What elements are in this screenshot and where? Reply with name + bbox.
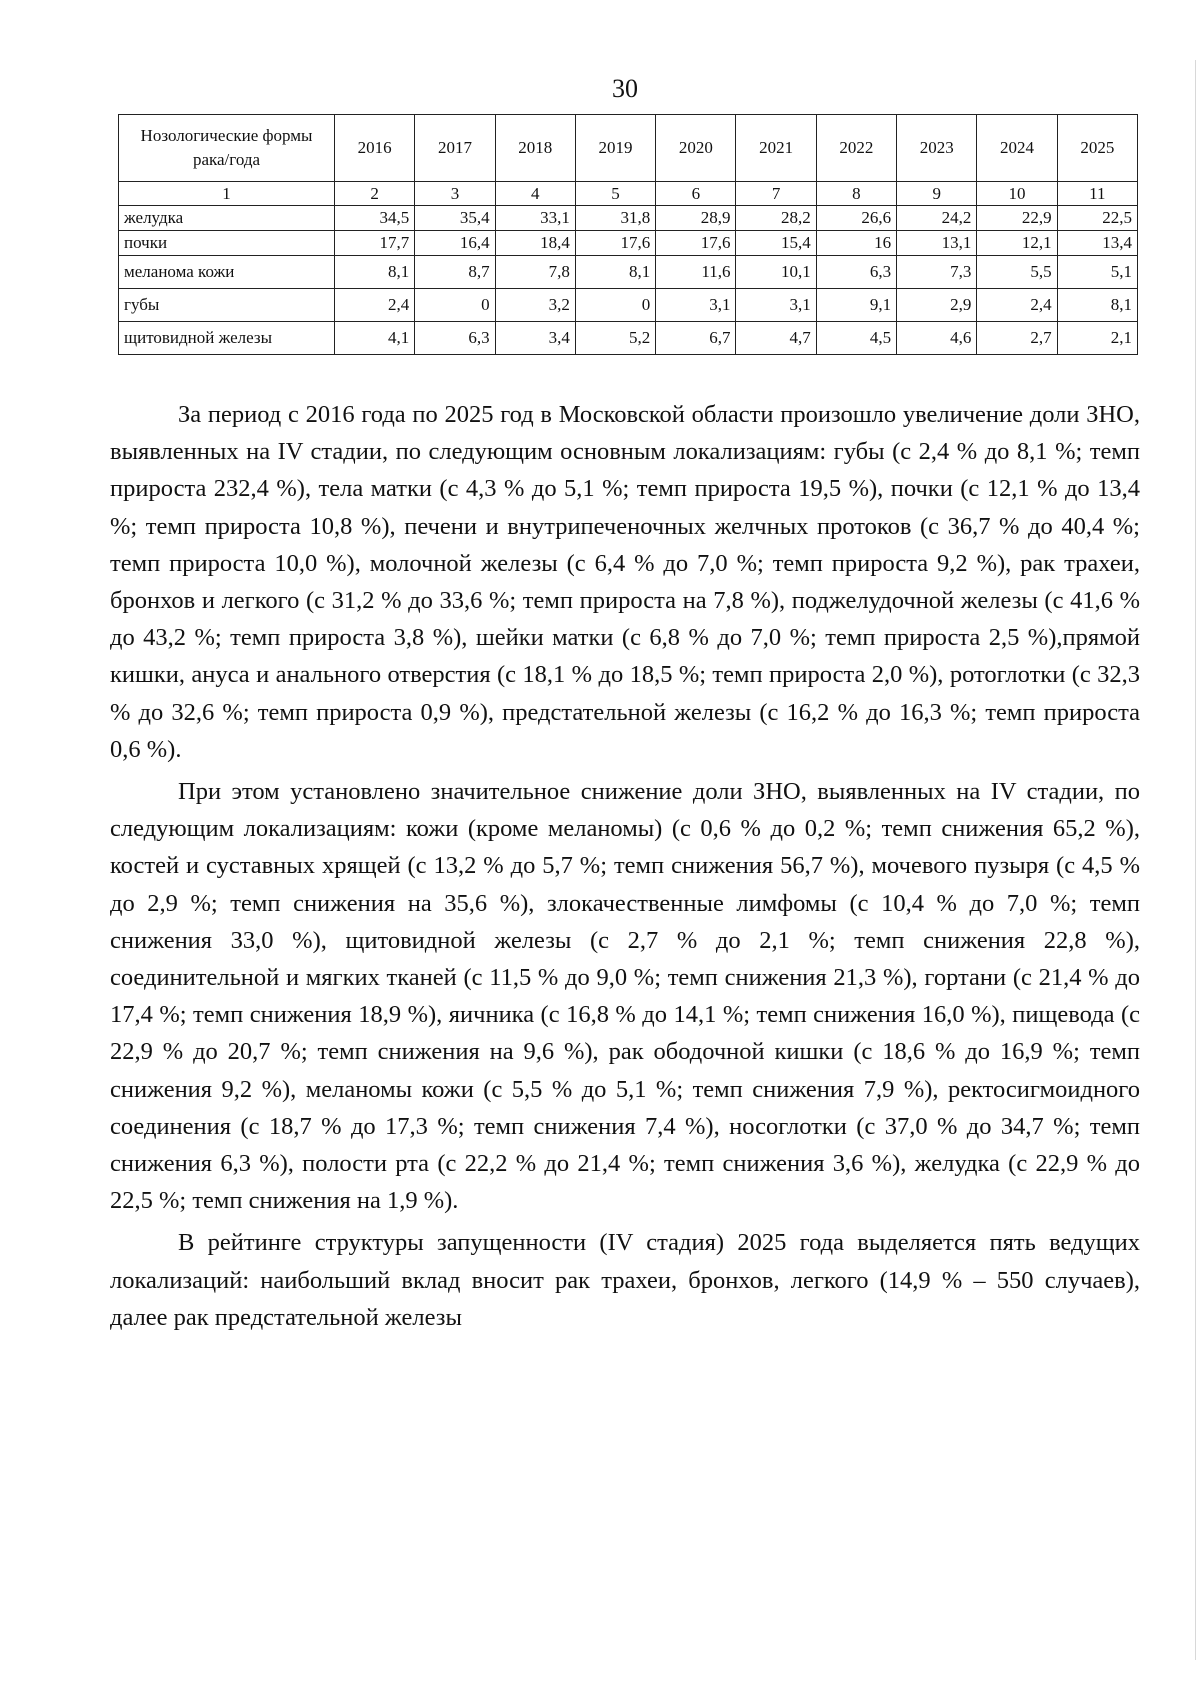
header-cell: 2021 bbox=[736, 115, 816, 182]
table-cell: 6,7 bbox=[656, 322, 736, 355]
header-cell: 2025 bbox=[1057, 115, 1137, 182]
table-cell: 35,4 bbox=[415, 206, 495, 231]
table-cell: 2,1 bbox=[1057, 322, 1137, 355]
table-cell: 5,5 bbox=[977, 256, 1057, 289]
paragraph-ranking: В рейтинге структуры запущенности (IV стадия) 2025 года выделяется пять ведущих локализаций: наибольший вклад вносит рак трахеи, бронхов, легкого (14,9 % – 550 случаев), далее рак предстательной железы bbox=[110, 1229, 1140, 1331]
table-cell: 17,6 bbox=[575, 231, 655, 256]
table-cell: 8,7 bbox=[415, 256, 495, 289]
table-cell: 7,3 bbox=[897, 256, 977, 289]
column-number-cell: 7 bbox=[736, 182, 816, 206]
table-header-row bbox=[119, 115, 1138, 182]
header-cell: 2018 bbox=[495, 115, 575, 182]
table-cell: 3,4 bbox=[495, 322, 575, 355]
table-row bbox=[119, 322, 1138, 355]
header-cell: 2017 bbox=[415, 115, 495, 182]
table-cell: 4,1 bbox=[335, 322, 415, 355]
table-cell: 8,1 bbox=[1057, 289, 1137, 322]
table-cell: 17,6 bbox=[656, 231, 736, 256]
header-cell: 2020 bbox=[656, 115, 736, 182]
table-cell: 26,6 bbox=[816, 206, 896, 231]
table-cell: 4,5 bbox=[816, 322, 896, 355]
table-cell: 31,8 bbox=[575, 206, 655, 231]
page-number: 30 bbox=[612, 74, 638, 103]
table-cell: 13,4 bbox=[1057, 231, 1137, 256]
table-cell: 9,1 bbox=[816, 289, 896, 322]
table-row bbox=[119, 289, 1138, 322]
table-cell: 11,6 bbox=[656, 256, 736, 289]
table-cell: 6,3 bbox=[816, 256, 896, 289]
table-cell: 3,1 bbox=[656, 289, 736, 322]
column-number-cell: 3 bbox=[415, 182, 495, 206]
table-row bbox=[119, 231, 1138, 256]
table-cell: 16 bbox=[816, 231, 896, 256]
table-cell: 22,5 bbox=[1057, 206, 1137, 231]
table-cell: 17,7 bbox=[335, 231, 415, 256]
column-number-cell: 9 bbox=[897, 182, 977, 206]
table-cell: 34,5 bbox=[335, 206, 415, 231]
table-cell: 0 bbox=[575, 289, 655, 322]
table-cell: 33,1 bbox=[495, 206, 575, 231]
row-label: щитовидной железы bbox=[119, 322, 335, 355]
table-cell: 13,1 bbox=[897, 231, 977, 256]
table-cell: 3,1 bbox=[736, 289, 816, 322]
table-cell: 22,9 bbox=[977, 206, 1057, 231]
column-number-cell: 2 bbox=[335, 182, 415, 206]
header-cell: 2019 bbox=[575, 115, 655, 182]
table-cell: 2,7 bbox=[977, 322, 1057, 355]
header-cell: Нозологические формы рака/года bbox=[119, 115, 335, 182]
column-number-row bbox=[119, 182, 1138, 206]
table-row bbox=[119, 256, 1138, 289]
scan-edge-line bbox=[1195, 60, 1196, 1660]
table-cell: 4,7 bbox=[736, 322, 816, 355]
table-cell: 7,8 bbox=[495, 256, 575, 289]
header-cell: 2024 bbox=[977, 115, 1057, 182]
table-cell: 24,2 bbox=[897, 206, 977, 231]
data-table bbox=[118, 114, 1138, 355]
table-cell: 5,1 bbox=[1057, 256, 1137, 289]
table-cell: 18,4 bbox=[495, 231, 575, 256]
table-cell: 12,1 bbox=[977, 231, 1057, 256]
table-cell: 8,1 bbox=[335, 256, 415, 289]
table-cell: 28,2 bbox=[736, 206, 816, 231]
paragraph-increase: За период с 2016 года по 2025 год в Московской области произошло увеличение доли ЗНО, выявленных на IV стадии, по следующим основным локализациям: губы (с 2,4 % до 8,1 %; темп прироста 232,4 %), тела матки (с 4,3 % до 5,1 %; темп прироста 19,5 %), почки (с 12,1 % до 13,4 %; темп прироста 10,8 %), печени и внутрипеченочных желчных протоков (с 36,7 % до 40,4 %; темп прироста 10,0 %), молочной железы (с 6,4 % до 7,0 %; темп прироста 9,2 %), рак трахеи, бронхов и легкого (с 31,2 % до 33,6 %; темп прироста на 7,8 %), поджелудочной железы (с 41,6 % до 43,2 %; темп прироста 3,8 %), шейки матки (с 6,8 % до 7,0 %; темп прироста 2,5 %),прямой кишки, ануса и анального отверстия (с 18,1 % до 18,5 %; темп прироста 2,0 %), ротоглотки (с 32,3 % до 32,6 %; темп прироста 0,9 %), предстательной железы (с 16,2 % до 16,3 %; темп прироста 0,6 %). bbox=[110, 401, 1140, 763]
column-number-cell: 4 bbox=[495, 182, 575, 206]
table-cell: 0 bbox=[415, 289, 495, 322]
table-cell: 6,3 bbox=[415, 322, 495, 355]
column-number-cell: 8 bbox=[816, 182, 896, 206]
header-cell: 2022 bbox=[816, 115, 896, 182]
table-cell: 5,2 bbox=[575, 322, 655, 355]
header-cell: 2023 bbox=[897, 115, 977, 182]
column-number-cell: 11 bbox=[1057, 182, 1137, 206]
table-cell: 15,4 bbox=[736, 231, 816, 256]
table-cell: 10,1 bbox=[736, 256, 816, 289]
table-cell: 2,4 bbox=[335, 289, 415, 322]
row-label: губы bbox=[119, 289, 335, 322]
row-label: желудка bbox=[119, 206, 335, 231]
table-cell: 2,9 bbox=[897, 289, 977, 322]
table-cell: 4,6 bbox=[897, 322, 977, 355]
table-cell: 3,2 bbox=[495, 289, 575, 322]
table-cell: 16,4 bbox=[415, 231, 495, 256]
paragraph-decrease: При этом установлено значительное снижение доли ЗНО, выявленных на IV стадии, по следующим локализациям: кожи (кроме меланомы) (с 0,6 % до 0,2 %; темп снижения 65,2 %), костей и суставных хрящей (с 13,2 % до 5,7 %; темп снижения 56,7 %), мочевого пузыря (с 4,5 % до 2,9 %; темп снижения на 35,6 %), злокачественные лимфомы (с 10,4 % до 7,0 %; темп снижения 33,0 %), щитовидной железы (с 2,7 % до 2,1 %; темп снижения 22,8 %), соединительной и мягких тканей (с 11,5 % до 9,0 %; темп снижения 21,3 %), гортани (с 21,4 % до 17,4 %; темп снижения 18,9 %), яичника (с 16,8 % до 14,1 %; темп снижения 16,0 %), пищевода (с 22,9 % до 20,7 %; темп снижения на 9,6 %), рак ободочной кишки (с 18,6 % до 16,9 %; темп снижения 9,2 %), меланомы кожи (с 5,5 % до 5,1 %; темп снижения 7,9 %), ректосигмоидного соединения (с 18,7 % до 17,3 %; темп снижения 7,4 %), носоглотки (с 37,0 % до 34,7 %; темп снижения 6,3 %), полости рта (с 22,2 % до 21,4 %; темп снижения 3,6 %), желудка (с 22,9 % до 22,5 %; темп снижения на 1,9 %). bbox=[110, 778, 1140, 1215]
row-label: почки bbox=[119, 231, 335, 256]
table-cell: 2,4 bbox=[977, 289, 1057, 322]
table-cell: 8,1 bbox=[575, 256, 655, 289]
table-cell: 28,9 bbox=[656, 206, 736, 231]
column-number-cell: 5 bbox=[575, 182, 655, 206]
body-text bbox=[110, 396, 1140, 1341]
row-label: меланома кожи bbox=[119, 256, 335, 289]
column-number-cell: 10 bbox=[977, 182, 1057, 206]
column-number-cell: 1 bbox=[119, 182, 335, 206]
column-number-cell: 6 bbox=[656, 182, 736, 206]
table-row bbox=[119, 206, 1138, 231]
header-cell: 2016 bbox=[335, 115, 415, 182]
